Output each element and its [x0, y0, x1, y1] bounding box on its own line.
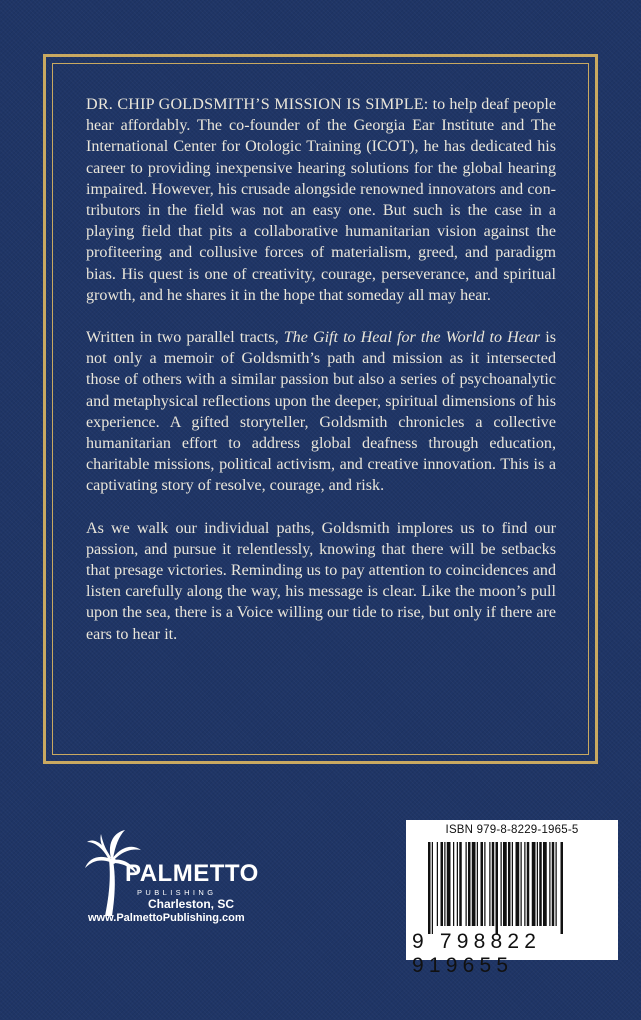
barcode-bar — [503, 842, 507, 926]
blurb-paragraph-1 — [86, 94, 556, 306]
isbn-label: ISBN 979-8-8229-1965-5 — [445, 824, 579, 836]
blurb-paragraph-1-text: to help deaf people hear affordably. The co-founder of the Georgia Ear Institute and The International Center for Otologic Training (ICOT), he has dedicated his career to providing inexpensive hearing solutions for the global hearing impaired. However, his crusade alongside renowned innovators and contributors in the field was not an easy one. But such is the case in a playing field that pits a collaborative humanitarian vision against the profiteering and collusive forces of materialism, greed, and paradigm bias. His quest is one of creativity, courage, perseverance, and spiritual growth, and he shares it in the hope that someday all may hear. — [86, 96, 556, 304]
barcode-bar — [477, 842, 478, 926]
barcode-digits: 9 798822 919655 — [412, 930, 542, 977]
publisher-tagline: PUBLISHING — [137, 888, 217, 897]
barcode-bar — [453, 842, 454, 926]
barcode-bar — [508, 842, 511, 926]
barcode-bar — [521, 842, 522, 926]
publisher-city: Charleston, SC — [148, 897, 235, 911]
barcode-bars — [428, 842, 598, 934]
blurb-lead: DR. CHIP GOLDSMITH’S MISSION IS SIMPLE: — [86, 96, 429, 113]
blurb-paragraph-2 — [86, 327, 556, 497]
blurb-paragraph-3: As we walk our individual paths, Goldsmith implores us to find our passion, and pursue it relentlessly, knowing that there will be setbacks that presage victories. Reminding us to pay attention to coincidences and listen carefully along the way, his message is clear. Like the moon’s pull upon the sea, there is a Voice willing our tide to rise, but only if there are ears to hear it. — [86, 519, 556, 643]
barcode-bar — [437, 842, 438, 926]
barcode-bar — [484, 842, 485, 926]
barcode-bar — [459, 842, 462, 926]
barcode-bar — [561, 842, 564, 934]
barcode-bar — [496, 842, 499, 934]
barcode-bar — [532, 842, 536, 926]
barcode-bar — [543, 842, 547, 926]
barcode-bar — [556, 842, 557, 926]
barcode-bar — [501, 842, 502, 926]
barcode-bar — [552, 842, 555, 926]
barcode-bar — [466, 842, 467, 926]
barcode-bar — [472, 842, 476, 926]
barcode-bar — [516, 842, 520, 926]
barcode-bar — [481, 842, 484, 926]
barcode-bar — [432, 842, 433, 934]
barcode-bar — [527, 842, 530, 926]
isbn-barcode — [406, 820, 618, 977]
barcode-bar — [549, 842, 550, 926]
blurb-paragraph-2-start: Written in two parallel tracts, — [86, 329, 284, 347]
blurb-paragraph-2-text: is not only a memoir of Goldsmith’s path and mission as it intersected those of others with a similar passion but also a series of psychoanalytic and metaphysical reflections upon the deeper, spiritual dimensions of his experience. A gifted storyteller, Goldsmith chronicles a collective humanitarian effort to address global deafness through education, charitable missions, political activism, and creative innovation. This is a captivating story of resolve, courage, and risk. — [86, 329, 556, 495]
barcode-bar — [524, 842, 525, 926]
barcode-bar — [468, 842, 471, 926]
barcode-bar — [512, 842, 513, 926]
barcode-bar — [489, 842, 490, 926]
barcode-bar — [492, 842, 495, 926]
barcode-bar — [537, 842, 538, 926]
back-cover-blurb — [86, 94, 556, 666]
barcode-bar — [444, 842, 445, 926]
barcode-bar — [428, 842, 431, 934]
publisher-website: www.PalmettoPublishing.com — [88, 912, 245, 924]
barcode-bar — [457, 842, 458, 926]
barcode-bar — [539, 842, 542, 926]
barcode-bar — [447, 842, 451, 926]
barcode-bar — [441, 842, 444, 926]
book-title: The Gift to Heal for the World to Hear — [283, 329, 541, 347]
publisher-name: PALMETTO — [125, 860, 259, 887]
